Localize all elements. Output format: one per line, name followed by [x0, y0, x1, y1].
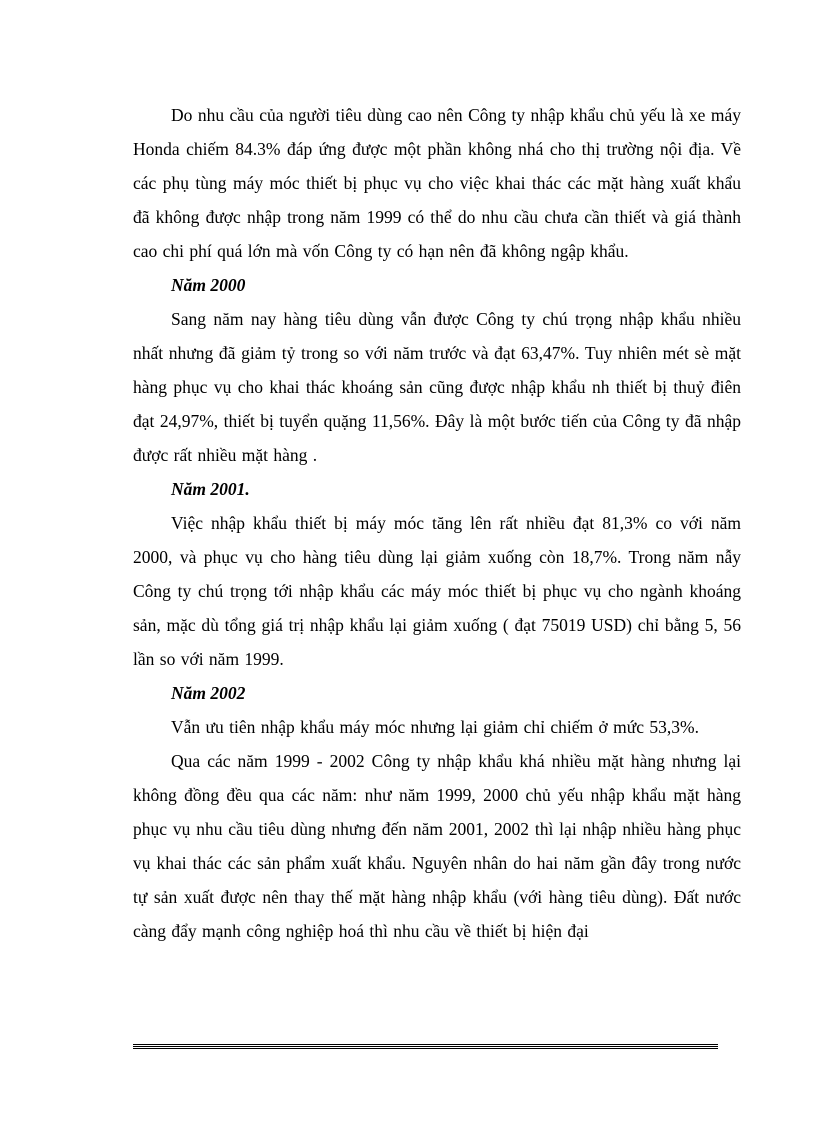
heading-year-2000: Năm 2000 — [171, 275, 246, 295]
paragraph-year-2002: Vẫn ưu tiên nhập khẩu máy móc nhưng lại giảm chỉ chiếm ở mức 53,3%. — [171, 717, 699, 737]
heading-year-2001: Năm 2001. — [171, 479, 250, 499]
heading-year-2002: Năm 2002 — [171, 683, 246, 703]
paragraph-honda-imports: Do nhu cầu của người tiêu dùng cao nên Công ty nhập khẩu chủ yếu là xe máy Honda chiếm 84.3% đáp ứng được một phần không nhá cho thị trường nội địa. Về các phụ tùng máy móc thiết bị phục vụ cho việc khai thác các mặt hàng xuất khẩu đã không được nhập trong năm 1999 có thể do nhu cầu chưa cần thiết và giá thành cao chi phí quá lớn mà vốn Công ty có hạn nên đã không ngập khẩu. — [133, 105, 741, 261]
paragraph-summary-1999-2002: Qua các năm 1999 - 2002 Công ty nhập khẩu khá nhiều mặt hàng nhưng lại không đồng đều qua các năm: như năm 1999, 2000 chủ yếu nhập khẩu mặt hàng phục vụ nhu cầu tiêu dùng nhưng đến năm 2001, 2002 thì lại nhập nhiều hàng phục vụ khai thác các sản phẩm xuất khẩu. Nguyên nhân do hai năm gần đây trong nước tự sản xuất được nên thay thế mặt hàng nhập khẩu (với hàng tiêu dùng). Đất nước càng đẩy mạnh công nghiệp hoá thì nhu cầu về thiết bị hiện đại — [133, 751, 741, 941]
paragraph-year-2000: Sang năm nay hàng tiêu dùng vẫn được Công ty chú trọng nhập khẩu nhiều nhất nhưng đã giảm tỷ trong so với năm trước và đạt 63,47%. Tuy nhiên mét sè mặt hàng phục vụ cho khai thác khoáng sản cũng được nhập khẩu nh thiết bị thuỷ điên đạt 24,97%, thiết bị tuyển quặng 11,56%. Đây là một bước tiến của Công ty đã nhập được rất nhiều mặt hàng . — [133, 309, 741, 465]
footer-divider-inner-line — [133, 1046, 718, 1047]
footer-divider — [133, 1044, 718, 1049]
document-body — [133, 98, 741, 948]
paragraph-year-2001: Việc nhập khẩu thiết bị máy móc tăng lên rất nhiều đạt 81,3% co với năm 2000, và phục vụ cho hàng tiêu dùng lại giảm xuống còn 18,7%. Trong năm nẫy Công ty chú trọng tới nhập khẩu các máy móc thiết bị phục vụ cho ngành khoáng sản, mặc dù tổng giá trị nhập khẩu lại giảm xuống ( đạt 75019 USD) chỉ bằng 5, 56 lần so với năm 1999. — [133, 513, 741, 669]
